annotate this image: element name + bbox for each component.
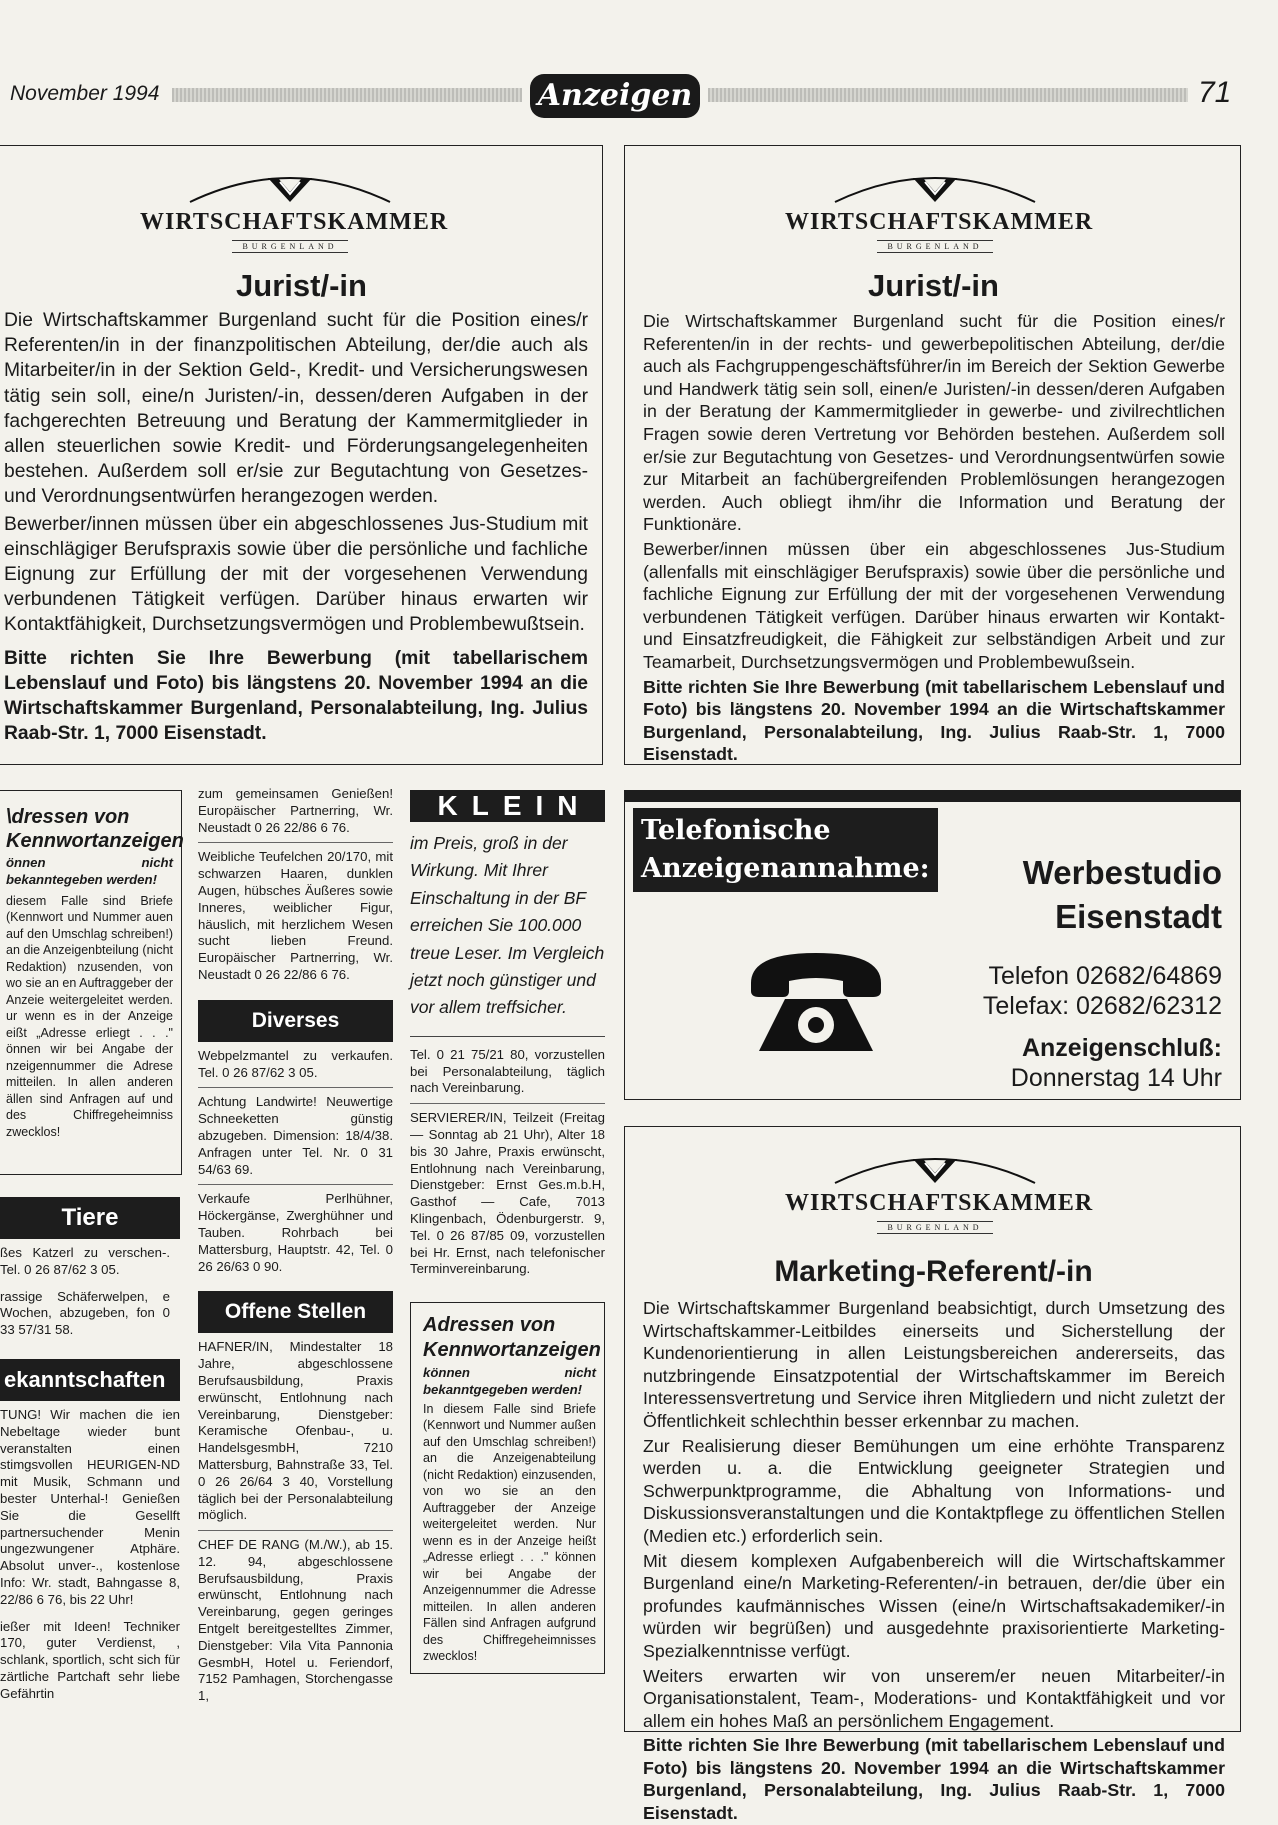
ad-para-2: Bewerber/innen müssen über ein abgeschlossenes Jus-Studium mit einschlägiger Berufspraxis sowie über die persönliche und fachliche Eignung zur Erfüllung der mit der vorgesehenen Verwendung verbundenen Tätigkeit verfügen. Darüber hinaus erwarten wir Kontaktfähigkeit, Durchsetzungsvermögen und Problembewußtsein.	[4, 513, 588, 636]
header-rule-left	[172, 88, 522, 102]
studio-phone: Telefon 02682/64869	[988, 962, 1222, 990]
ad-body	[4, 308, 588, 746]
section-bekanntschaften: ekanntschaften	[0, 1359, 180, 1401]
ad-para-1: Die Wirtschaftskammer Burgenland beabsichtigt, durch Umsetzung des Wirtschaftskammer-Leitbildes einerseits und Sicherstellung der Kundenorientierung in allen Leistungsbereichen andererseits, das nutzbringende Einsatzpotential der Wirtschaftskammer im Bereich Interessensvertretung und Service ihren Mitgliedern und nicht zuletzt der Öffentlichkeit schlechthin besser erkennbar zu machen.	[643, 1298, 1225, 1431]
listing-tiere-1: ßes Katzerl zu verschen-. Tel. 0 26 87/62 3 05.	[0, 1245, 170, 1277]
header-section: Anzeigen	[530, 74, 700, 118]
chamber-logo	[785, 1145, 1094, 1235]
listing-job-hafner: HAFNER/IN, Mindestalter 18 Jahre, abgeschlossene Berufsausbildung, Praxis erwünscht, Entlohnung nach Vereinbarung, Dienstgeber: Keramische Ofenbau-, u. HandelsgesmbH, 7210 Mattersburg, Bahnstraße 33, Tel. 0 26 26/64 3 40, Vorstellung täglich bei der Personalabteilung möglich.	[198, 1339, 393, 1523]
ad-para-2: Bewerber/innen müssen über ein abgeschlossenes Jus-Studium (allenfalls mit einschlägiger Berufspraxis) sowie über die persönliche und fachliche Eignung zur Erfüllung der mit der vorgesehenen Verwendung verbundenen Tätigkeit verfügen. Darüber hinaus erwarten wir Kontakt- und Einsatzfreudigkeit, die Fähigkeit zur selbständigen Arbeit und zur Teamarbeit, Durchsetzungsvermögen und Problembewußsein.	[643, 538, 1225, 672]
kennwort-title-2: Kennwortanzeigen	[423, 1339, 601, 1362]
listing-job-chef-de-rang: CHEF DE RANG (M./W.), ab 15. 12. 94, abgeschlossene Berufsausbildung, Praxis erwünscht, Entlohnung nach Vereinbarung, gegen geringes Entgelt bereitgestelltes Zimmer, Dienstgeber: Vila Vita Pannonia GesmbH, Hotel u. Feriendorf, 7152 Pamhagen, Storchengasse 1,	[198, 1537, 393, 1704]
ad-title: Jurist/-in	[868, 268, 999, 303]
ad-para-3: Mit diesem komplexen Aufgabenbereich will die Wirtschaftskammer Burgenland eine/n Marketing-Referenten/-in betrauen, der/die über ein profundes kaufmännisches Wissen (eine/n Wirtschaftsakademiker/-in würden wir begrüßen) und ausgedehnte praxisorientierte Marketing-Spezialkenntnisse verfügt.	[643, 1550, 1225, 1661]
kennwort-text: diesem Falle sind Briefe (Kennwort und Nummer auen auf den Umschlag schreiben!) an die Anzeigenbteilung (nicht Redaktion) nzusenden, von wo sie an en Auftraggeber der Anzeie weitergeleitet werden. ur wenn es in der Anzeige eißt „Adresse erliegt . . ." önnen wir bei Angabe der nzeigennummer die Adrese mitteilen. In allen anderen ällen sind Anfragen auf und des Chiffregeheimniss zwecklos!	[6, 893, 173, 1139]
ad-body	[643, 310, 1225, 766]
deadline-day: Donnerstag 14 Uhr	[1010, 1064, 1222, 1092]
listing-bek-1: TUNG! Wir machen die ien Nebeltage wieder bunt veranstalten einen stimgsvollen HEURIGEN-ND mit Musik, Schmann und bester Unterhal-! Genießen Sie die Gesellft partnersuchender Menin ungezwungener Atphäre. Absolut unver-., kostenlose Info: Wr. stadt, Bahngasse 8, 22/86 6 76, bis 22 Uhr!	[0, 1406, 180, 1607]
klein-text: im Preis, groß in der Wirkung. Mit Ihrer Einschaltung in der BF erreichen Sie 100.000 treue Leser. Im Vergleich jetzt noch günstiger und vor allem treffsicher.	[410, 833, 605, 1018]
classifieds-col-3	[410, 790, 605, 1674]
listing-tiere-2: rassige Schäferwelpen, e Wochen, abzugeben, fon 0 33 57/31 58.	[0, 1288, 170, 1338]
kennwort-title-1: Adressen von	[423, 1314, 556, 1337]
job-ad-marketing	[624, 1126, 1241, 1824]
ad-para-1: Die Wirtschaftskammer Burgenland sucht für die Position eines/r Referenten/in in der rechts- und gewerbepolitischen Abteilung, der/die auch als Fachgruppengeschäftsführer/in im Bereich der Sektion Gewerbe und Handwerk tätig sein soll, einen/e Juristen/-in dessen/deren Aufgaben in der Beratung der Kammermitglieder in gewerbe- und zivilrechtlichen Fragen sowie deren Vertretung vor Behörden bestehen. Außerdem soll er/sie zur Begutachtung von Gesetzes- und Verordnungsentwürfen sowie zur Mitarbeit an fachübergreifenden Problemlösungen herangezogen werden. Auch obliegt ihm/ihr die Information und Beratung der Funktionäre.	[643, 311, 1225, 535]
kennwort-notice-box	[0, 790, 182, 1175]
chamber-emblem-icon	[140, 164, 440, 204]
section-diverses: Diverses	[198, 1000, 393, 1042]
tel-label	[633, 808, 938, 892]
tel-label-2: Anzeigenannahme:	[641, 853, 930, 884]
logo-org: WIRTSCHAFTSKAMMER	[785, 1190, 1094, 1216]
ad-para-2: Zur Realisierung dieser Bemühungen um eine erhöhte Transparenz werden u. a. die Entwicklung geeigneter Strategien und Schwerpunktprogramme, die Abhaltung von Informations- und Diskussionsveranstaltungen und die Kontaktpflege zu öffentlichen Stellen (Medien etc.) erforderlich sein.	[643, 1435, 1225, 1546]
listing-partner-2: Weibliche Teufelchen 20/170, mit schwarzen Haaren, dunklen Augen, hübsches Äußeres sowie Inneres, weiblicher Figur, häuslich, mit herzlichem Wesen sucht lieben Freund. Europäischer Partnerring, Wr. Neustadt 0 26 22/86 6 76.	[198, 849, 393, 982]
ad-para-3: Bitte richten Sie Ihre Bewerbung (mit tabellarischem Lebenslauf und Foto) bis längstens 20. November 1994 an die Wirtschaftskammer Burgenland, Personalabteilung, Ing. Julius Raab-Str. 1, 7000 Eisenstadt.	[4, 647, 588, 745]
studio-name-2: Eisenstadt	[1055, 898, 1222, 935]
kennwort-title-1: \dressen von	[6, 806, 130, 828]
chamber-logo	[785, 164, 1094, 254]
chamber-emblem-icon	[785, 164, 1085, 204]
telephone-icon	[745, 947, 887, 1057]
logo-sub: BURGENLAND	[877, 240, 992, 253]
listing-diverses-3: Verkaufe Perlhühner, Höckergänse, Zwerghühner und Tauben. Rohrbach bei Mattersburg, Hauptstr. 42, Tel. 0 26 26/63 0 90.	[198, 1191, 393, 1274]
listing-bek-2: ießer mit Ideen! Techniker 170, guter Verdienst, , schlank, sportlich, scht sich für zärtliche Partchaft sehr liebe Gefährtin	[0, 1618, 180, 1701]
deadline-label: Anzeigenschluß:	[1021, 1034, 1222, 1062]
job-ad-jurist-left	[0, 145, 603, 765]
section-offene-stellen: Offene Stellen	[198, 1291, 393, 1333]
kennwort-title-2: Kennwortanzeigen	[6, 830, 184, 852]
tel-label-1: Telefonische	[641, 815, 831, 846]
header-rule-right	[708, 88, 1188, 102]
listing-col3-1: Tel. 0 21 75/21 80, vorzustellen bei Personalabteilung, täglich nach Vereinbarung.	[410, 1046, 605, 1096]
kennwort-sub: önnen nicht bekanntegeben werden!	[6, 855, 173, 887]
logo-org: WIRTSCHAFTSKAMMER	[785, 209, 1094, 235]
chamber-emblem-icon	[785, 1145, 1085, 1185]
listing-partner-1: zum gemeinsamen Genießen! Europäischer Partnerring, Wr. Neustadt 0 26 22/86 6 76.	[198, 786, 393, 835]
section-tiere: Tiere	[0, 1197, 180, 1239]
ad-para-3: Bitte richten Sie Ihre Bewerbung (mit tabellarischem Lebenslauf und Foto) bis längstens 20. November 1994 an die Wirtschaftskammer Burgenland, Personalabteilung, Ing. Julius Raab-Str. 1, 7000 Eisenstadt.	[643, 676, 1225, 765]
listing-job-servierer: SERVIERER/IN, Teilzeit (Freitag — Sonntag ab 21 Uhr), Alter 18 bis 30 Jahre, Praxis erwünscht, Entlohnung nach Vereinbarung, Dienstgeber: Ernst Ges.m.b.H, Gasthof — Cafe, 7013 Klingenbach, Ödenburgerstr. 9, Tel. 0 26 87/85 09, vorzustellen bei Hr. Ernst, nach telefonischer Terminvereinbarung.	[410, 1110, 605, 1277]
chamber-logo	[140, 164, 449, 254]
logo-sub: BURGENLAND	[877, 1221, 992, 1234]
ad-title: Jurist/-in	[236, 268, 367, 303]
kennwort-text: In diesem Falle sind Briefe (Kennwort und Nummer außen auf den Umschlag schreiben!) an die Anzeigenabteilung (nicht Redaktion) einzusenden, von wo sie an den Auftraggeber der Anzeige weitergeleitet werden. Nur wenn es in der Anzeige heißt „Adresse erliegt . . ." können wir bei Angabe der Anzeigennummer die Adresse mitteilen. In allen anderen Fällen sind Anfragen aufgrund des Chiffregeheimnisses zwecklos!	[423, 1401, 596, 1664]
ad-para-5: Bitte richten Sie Ihre Bewerbung (mit tabellarischem Lebenslauf und Foto) bis längstens 20. November 1994 an die Wirtschaftskammer Burgenland, Personalabteilung, Ing. Julius Raab-Str. 1, 7000 Eisenstadt.	[643, 1735, 1225, 1824]
studio-fax: Telefax: 02682/62312	[982, 992, 1222, 1020]
kennwort-notice-box-2	[410, 1302, 605, 1674]
header-date: November 1994	[10, 82, 160, 105]
ad-body	[643, 1297, 1225, 1825]
listing-diverses-2: Achtung Landwirte! Neuwertige Schneeketten günstig abzugeben. Dimension: 18/4/38. Anfragen unter Tel. Nr. 0 31 54/63 69.	[198, 1094, 393, 1177]
ad-para-1: Die Wirtschaftskammer Burgenland sucht für die Position eines/r Referenten/in in der finanzpolitischen Abteilung, der/die auch als Mitarbeiter/in in der Sektion Geld-, Kredit- und Versicherungswesen tätig sein soll, eine/n Juristen/-in, dessen/deren Aufgaben in der fachgerechten Betreuung und Beratung der Kammermitglieder in allen steuerlichen sowie Kredit- und Förderungsangelegenheiten bestehen. Außerdem soll er/sie zur Begutachtung von Gesetzes- und Verordnungsentwürfen herangezogen werden.	[4, 310, 588, 508]
ad-para-4: Weiters erwarten wir von unserem/er neuen Mitarbeiter/-in Organisationstalent, Team-, Moderations- und Kontaktfähigkeit und vor allem ein hohes Maß an persönlichem Engagement.	[643, 1665, 1225, 1731]
classifieds-col-1	[0, 790, 182, 1703]
kennwort-sub: können nicht bekanntgegeben werden!	[423, 1365, 596, 1397]
job-ad-jurist-right	[624, 145, 1241, 765]
listing-diverses-1: Webpelzmantel zu verkaufen. Tel. 0 26 87/62 3 05.	[198, 1047, 393, 1080]
logo-org: WIRTSCHAFTSKAMMER	[140, 209, 449, 235]
page-number: 71	[1198, 76, 1232, 109]
klein-banner: KLEIN	[410, 790, 605, 822]
studio-name-1: Werbestudio	[1022, 854, 1222, 891]
classifieds-col-2	[198, 786, 393, 1705]
ad-title: Marketing-Referent/-in	[774, 1255, 1093, 1288]
logo-sub: BURGENLAND	[232, 240, 347, 253]
telephone-ad	[624, 790, 1241, 1100]
